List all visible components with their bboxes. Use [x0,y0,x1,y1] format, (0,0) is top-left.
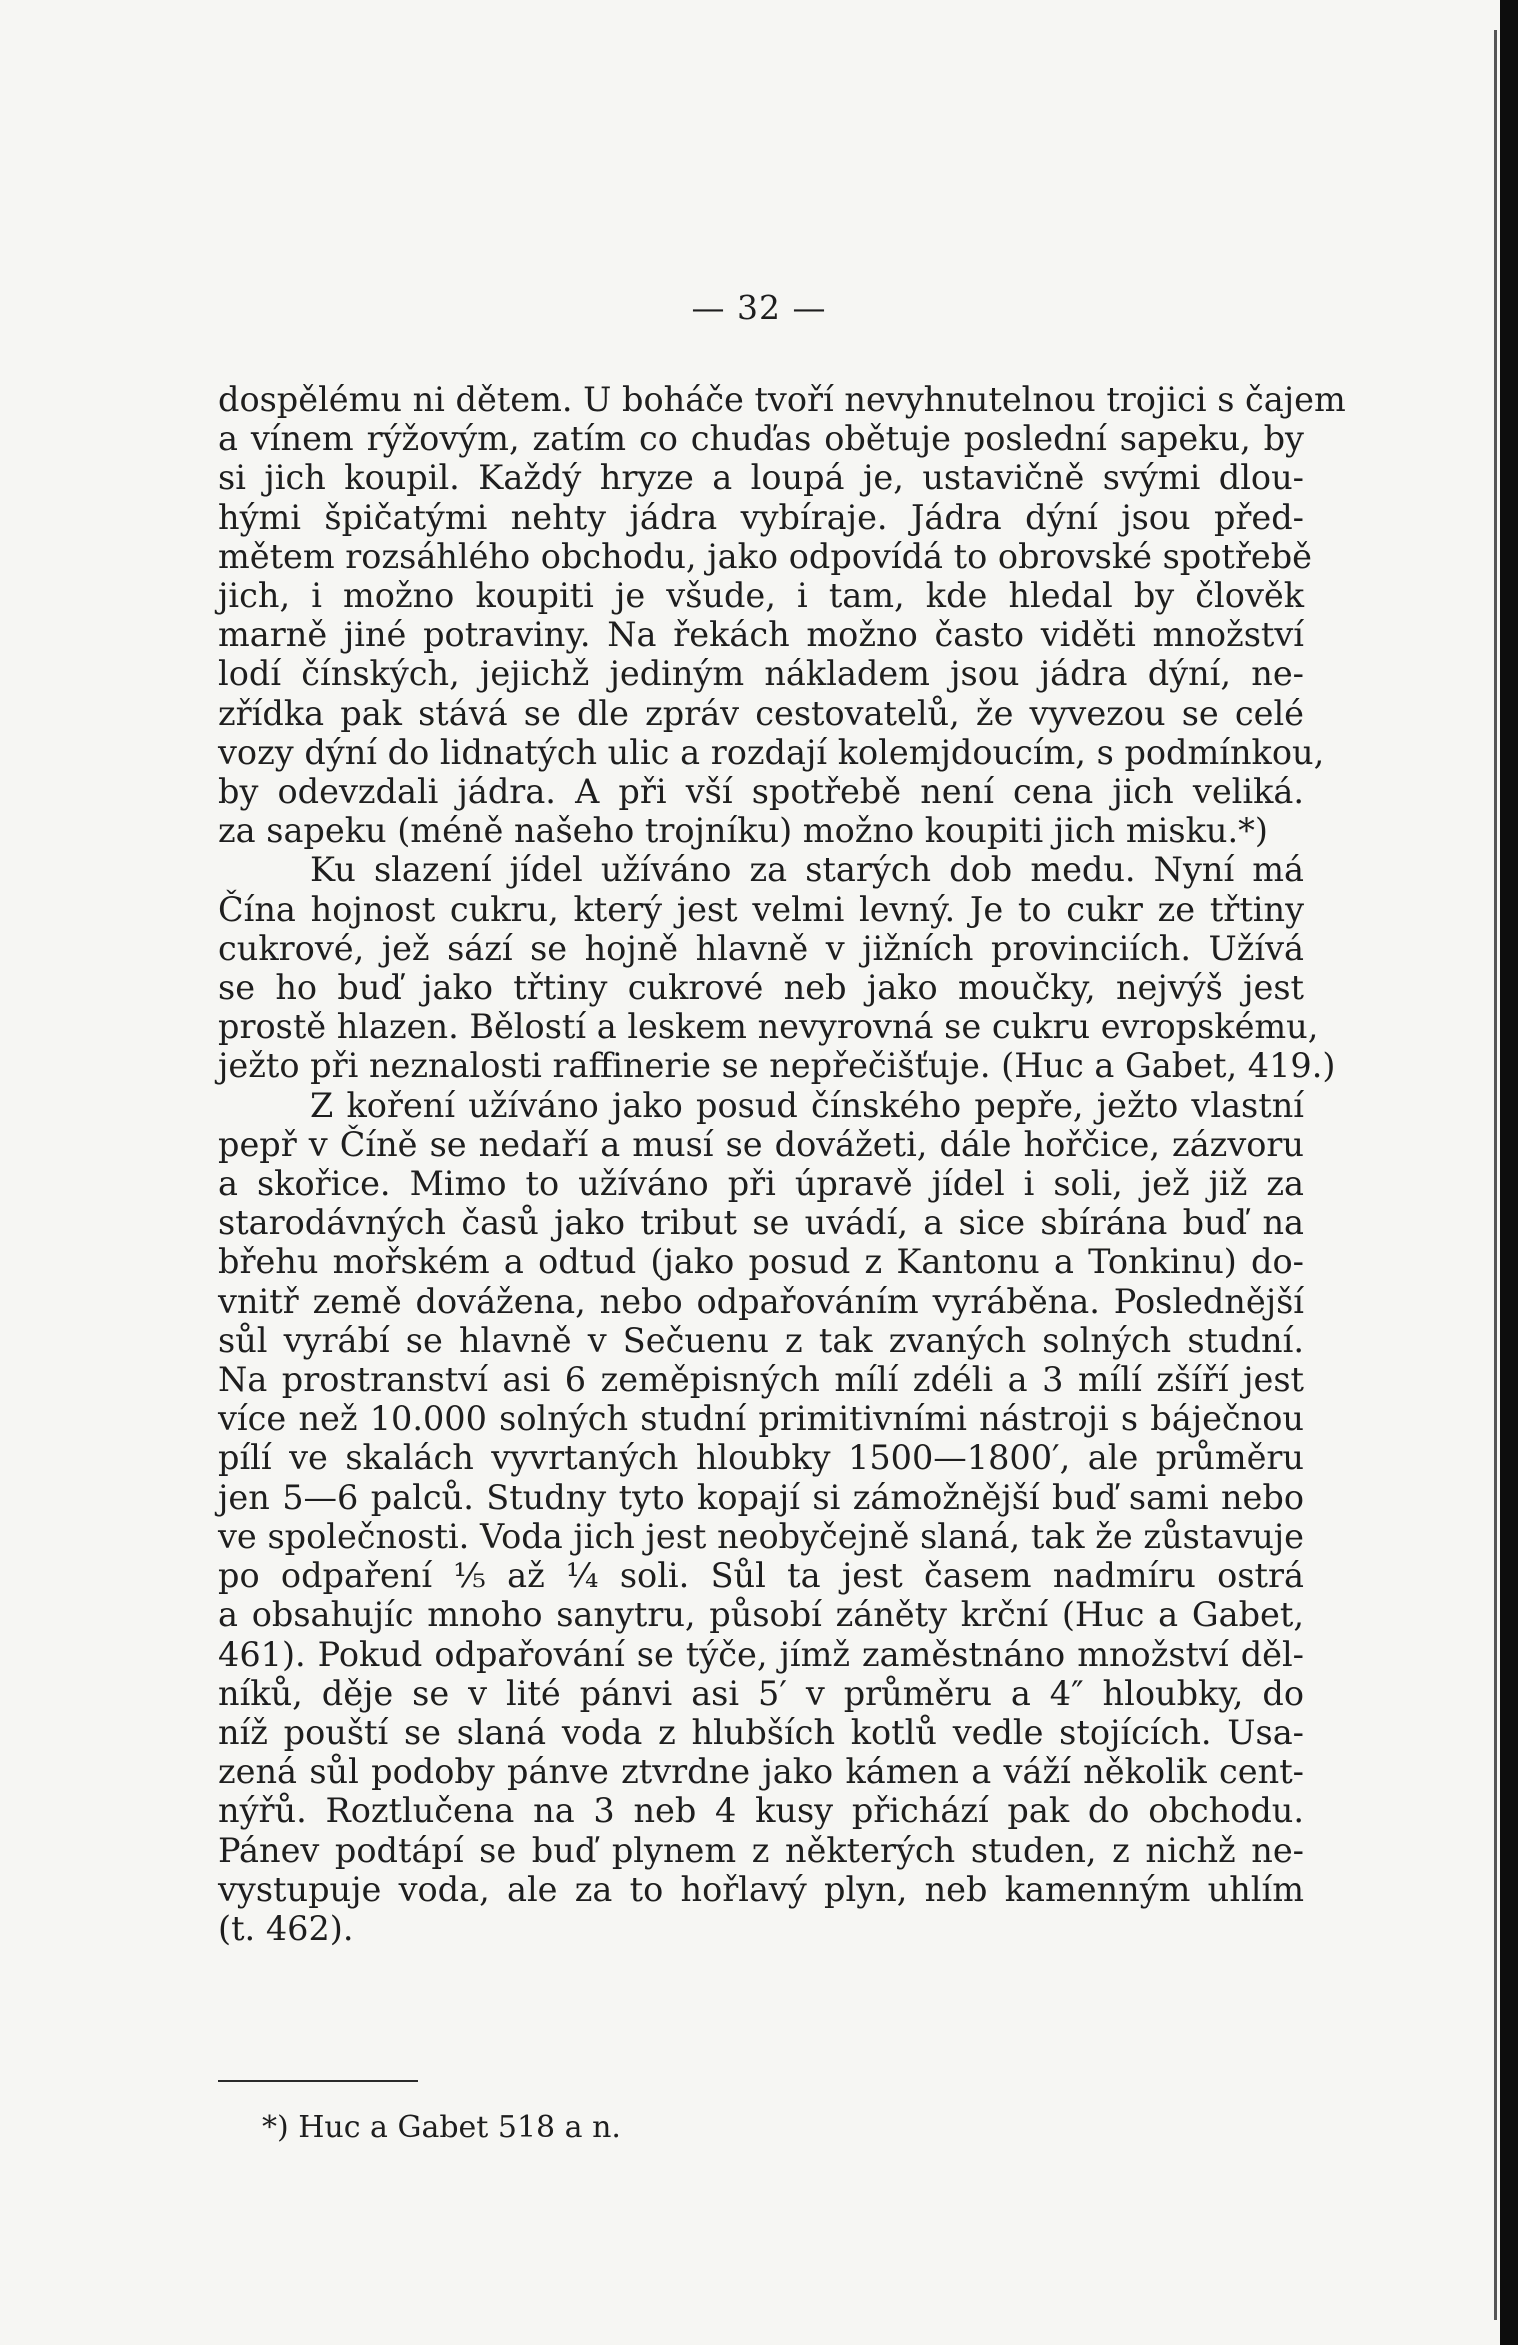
text-line: za sapeku (méně našeho trojníku) možno koupiti jich misku.*) [218,811,1268,851]
text-line: (t. 462). [218,1908,354,1948]
text-line: jen 5—6 palců. Studny tyto kopají si zámožnější buď sami nebo [218,1477,1304,1517]
text-line: a skořice. Mimo to užíváno při úpravě jídel i soli, jež již za [218,1164,1304,1204]
text-line: by odevzdali jádra. A při vší spotřebě není cena jich veliká. [218,772,1304,812]
text-line: zená sůl podoby pánve ztvrdne jako kámen a váží několik cent- [218,1752,1304,1792]
text-line: Na prostranství asi 6 zeměpisných mílí zdéli a 3 mílí zšíří jest [218,1360,1304,1400]
text-line: Pánev podtápí se buď plynem z některých studen, z nichž ne- [218,1830,1304,1870]
text-line: zřídka pak stává se dle zpráv cestovatelů, že vyvezou se celé [218,693,1304,733]
text-line: se ho buď jako třtiny cukrové neb jako moučky, nejvýš jest [218,968,1304,1008]
text-line: marně jiné potraviny. Na řekách možno často viděti množství [218,615,1304,655]
text-line: po odpaření ⅕ až ¼ soli. Sůl ta jest časem nadmíru ostrá [218,1556,1304,1596]
text-line: ježto při neznalosti raffinerie se nepřečišťuje. (Huc a Gabet, 419.) [218,1046,1336,1086]
text-line: dospělému ni dětem. U boháče tvoří nevyhnutelnou trojici s čajem [218,380,1346,419]
text-line: břehu mořském a odtud (jako posud z Kantonu a Tonkinu) do- [218,1242,1304,1282]
text-line: jich, i možno koupiti je všude, i tam, kde hledal by člověk [218,576,1304,616]
text-line: níků, děje se v lité pánvi asi 5′ v průměru a 4″ hloubky, do [218,1673,1304,1713]
page-edge-line [1494,30,1497,2320]
text-line: a obsahujíc mnoho sanytru, působí záněty krční (Huc a Gabet, [218,1595,1304,1635]
text-line: pepř v Číně se nedaří a musí se dovážeti, dále hořčice, zázvoru [218,1124,1304,1164]
text-line: hými špičatými nehty jádra vybíraje. Jádra dýní jsou před- [218,497,1304,537]
text-line: a vínem rýžovým, zatím co chuďas obětuje poslední sapeku, by [218,419,1304,459]
page-number: — 32 — [691,288,827,327]
paragraph [218,1086,1304,1948]
text-line: nýřů. Roztlučena na 3 neb 4 kusy přichází pak do obchodu. [218,1791,1304,1831]
paragraph [218,380,1346,851]
text-line: pílí ve skalách vyvrtaných hloubky 1500—1800′, ale průměru [218,1438,1304,1478]
text-line: cukrové, jež sází se hojně hlavně v jižních provinciích. Užívá [218,928,1304,968]
text-line: prostě hlazen. Bělostí a leskem nevyrovná se cukru evropskému, [218,1007,1319,1047]
footnote: *) Huc a Gabet 518 a n. [262,2110,621,2145]
body-text [218,380,1346,1948]
text-line: níž pouští se slaná voda z hlubších kotlů vedle stojících. Usa- [218,1712,1304,1752]
footnote-rule [218,2080,418,2082]
text-line: vystupuje voda, ale za to hořlavý plyn, neb kamenným uhlím [218,1869,1304,1909]
text-line: mětem rozsáhlého obchodu, jako odpovídá to obrovské spotřebě [218,536,1312,576]
text-line: vozy dýní do lidnatých ulic a rozdají kolemjdoucím, s podmínkou, [218,732,1325,772]
text-line: více než 10.000 solných studní primitivními nástroji s báječnou [218,1399,1304,1439]
text-line: sůl vyrábí se hlavně v Sečuenu z tak zvaných solných studní. [218,1320,1304,1360]
text-line: 461). Pokud odpařování se týče, jímž zaměstnáno množství děl- [218,1634,1304,1674]
text-line: Ku slazení jídel užíváno za starých dob medu. Nyní má [310,850,1304,890]
text-line: Z koření užíváno jako posud čínského pepře, ježto vlastní [310,1085,1304,1125]
text-line: ve společnosti. Voda jich jest neobyčejně slaná, tak že zůstavuje [218,1516,1304,1556]
text-line: starodávných časů jako tribut se uvádí, a sice sbírána buď na [218,1203,1304,1243]
text-line: Čína hojnost cukru, který jest velmi levný. Je to cukr ze třtiny [218,889,1304,929]
scan-border [1500,0,1518,2345]
text-line: lodí čínských, jejichž jediným nákladem jsou jádra dýní, ne- [218,654,1304,694]
text-line: si jich koupil. Každý hryze a loupá je, ustavičně svými dlou- [218,458,1304,498]
paragraph [218,850,1336,1086]
text-line: vnitř země dovážena, nebo odpařováním vyráběna. Poslednější [218,1281,1304,1321]
